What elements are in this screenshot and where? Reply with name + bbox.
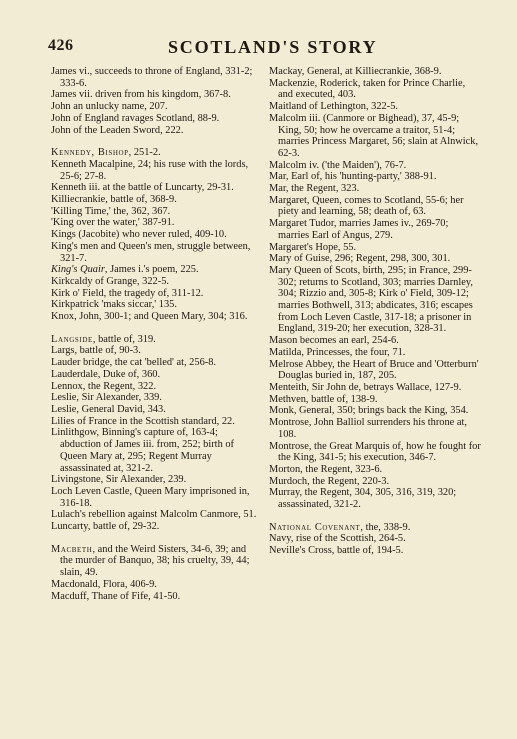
entry-text: Matilda, Princesses, the four, 71. — [269, 346, 406, 358]
index-column-left — [51, 66, 259, 602]
entry-text: John of the Leaden Sword, 222. — [51, 124, 184, 136]
index-entry — [51, 521, 259, 533]
index-entry — [51, 66, 259, 89]
index-entry — [51, 241, 259, 264]
entry-text: Murray, the Regent, 304, 305, 316, 319, 320; assassinated, 321-2. — [269, 487, 457, 511]
entry-text: Mary of Guise, 296; Regent, 298, 300, 301. — [269, 253, 451, 265]
entry-text: Margaret Tudor, marries James iv., 269-70; marries Earl of Angus, 279. — [269, 218, 449, 241]
entry-text: Leslie, General David, 343. — [51, 403, 166, 415]
entry-text: Murdoch, the Regent, 220-3. — [269, 475, 390, 487]
index-entry — [51, 334, 259, 346]
section-gap — [269, 511, 481, 522]
page-number: 426 — [48, 37, 74, 54]
entry-text: Leslie, Sir Alexander, 339. — [51, 392, 162, 404]
index-entry — [269, 405, 481, 417]
index-entry — [51, 288, 259, 300]
index-entry — [51, 404, 259, 416]
index-entry — [51, 357, 259, 369]
index-entry — [51, 486, 259, 509]
index-entry — [51, 345, 259, 357]
entry-text: Loch Leven Castle, Queen Mary imprisoned in, 316-18. — [51, 485, 250, 509]
section-lead-word: Kennedy, Bishop — [51, 147, 129, 159]
entry-text: John of England ravages Scotland, 88-9. — [51, 112, 220, 124]
index-entry — [269, 265, 481, 335]
index-entry — [51, 89, 259, 101]
index-entry — [269, 218, 481, 241]
entry-text: Lennox, the Regent, 322. — [51, 380, 157, 392]
entry-text: Kirkpatrick 'maks siccar,' 135. — [51, 299, 177, 311]
index-entry — [269, 533, 481, 545]
entry-text: Largs, battle of, 90-3. — [51, 345, 141, 357]
index-entry — [269, 522, 481, 534]
index-entry — [269, 171, 481, 183]
index-entry — [51, 416, 259, 428]
index-entry — [51, 264, 259, 276]
index-entry — [269, 476, 481, 488]
entry-text: Menteith, Sir John de, betrays Wallace, 127-9. — [269, 381, 462, 393]
section-gap — [51, 323, 259, 334]
index-entry — [51, 427, 259, 474]
entry-text: 'Killing Time,' the, 362, 367. — [51, 205, 171, 217]
entry-text: Melrose Abbey, the Heart of Bruce and 'Otterburn' Douglas buried in, 187, 205. — [269, 358, 479, 382]
section-lead-word: National Covenant — [269, 521, 361, 533]
entry-text: , James i.'s poem, 225. — [104, 264, 199, 276]
entry-text: Linlithgow, Binning's capture of, 163-4; abduction of James iii. from, 252; birth of Queen Mary at, 295; Regent Murray assassinated at, 321-2. — [51, 427, 235, 474]
entry-text: Montrose, John Balliol surrenders his throne at, 108. — [269, 417, 467, 440]
entry-text: Methven, battle of, 138-9. — [269, 393, 378, 405]
entry-text: Knox, John, 300-1; and Queen Mary, 304; 316. — [51, 311, 248, 323]
index-entry — [269, 382, 481, 394]
index-entry — [269, 183, 481, 195]
index-entry — [269, 359, 481, 382]
entry-text: Monk, General, 350; brings back the King, 354. — [269, 405, 469, 417]
entry-text: Kirk o' Field, the tragedy of, 311-12. — [51, 287, 204, 299]
index-entry — [51, 311, 259, 323]
index-entry — [269, 78, 481, 101]
index-entry — [269, 441, 481, 464]
entry-text: James vi., succeeds to throne of England, 331-2; 333-6. — [51, 66, 253, 89]
index-entry — [269, 487, 481, 510]
entry-text: Mackay, General, at Killiecrankie, 368-9. — [269, 66, 442, 77]
index-entry — [269, 195, 481, 218]
entry-text: Malcolm iv. ('the Maiden'), 76-7. — [269, 159, 407, 171]
entry-text: Mar, the Regent, 323. — [269, 183, 360, 195]
entry-text: Mackenzie, Roderick, taken for Prince Charlie, and executed, 403. — [269, 77, 466, 101]
index-entry — [269, 394, 481, 406]
italic-title: King's Quair — [51, 264, 105, 276]
entry-text: Neville's Cross, battle of, 194-5. — [269, 545, 404, 557]
index-entry — [269, 347, 481, 359]
entry-text: Macduff, Thane of Fife, 41-50. — [51, 590, 181, 602]
section-lead-word: Langside — [51, 333, 93, 345]
index-entry — [269, 242, 481, 254]
index-entry — [269, 545, 481, 557]
entry-text: Kirkcaldy of Grange, 322-5. — [51, 275, 170, 287]
index-entry — [269, 160, 481, 172]
index-entry — [269, 335, 481, 347]
entry-text: 'King over the water,' 387-91. — [51, 217, 175, 229]
index-entry — [51, 182, 259, 194]
index-entry — [51, 147, 259, 159]
index-entry — [51, 217, 259, 229]
entry-text: , battle of, 319. — [92, 333, 156, 345]
entry-text: Kenneth iii. at the battle of Luncarty, 29-31. — [51, 182, 234, 194]
entry-text: Kings (Jacobite) who never ruled, 409-10. — [51, 229, 227, 241]
entry-text: Maitland of Lethington, 322-5. — [269, 101, 398, 113]
entry-text: Morton, the Regent, 323-6. — [269, 463, 383, 475]
index-entry — [269, 417, 481, 440]
entry-text: Mason becomes an earl, 254-6. — [269, 335, 399, 347]
index-entry — [51, 509, 259, 521]
entry-text: Mary Queen of Scots, birth, 295; in France, 299-302; returns to Scotland, 303; marries Darnley, 304; Rizzio and, 305-8; Kirk o' Field, 309-12; marries Bothwell, 313; abdicates, 316; escapes from Loch Leven Castle, 317-18; a prisoner in England, 319-20; her execution, 328-31. — [269, 264, 473, 335]
index-entry — [51, 369, 259, 381]
index-entry — [51, 381, 259, 393]
index-entry — [51, 206, 259, 218]
index-entry — [51, 159, 259, 182]
entry-text: , 251-2. — [128, 147, 161, 159]
section-gap — [51, 533, 259, 544]
entry-text: Lulach's rebellion against Malcolm Canmore, 51. — [51, 509, 257, 521]
index-entry — [51, 579, 259, 591]
index-column-right — [269, 66, 481, 557]
entry-text: Montrose, the Great Marquis of, how he fought for the King, 341-5; his execution, 346-7. — [269, 440, 481, 464]
section-lead-word: Macbeth — [51, 543, 93, 555]
running-title: SCOTLAND'S STORY — [168, 37, 378, 57]
entry-text: Lauder bridge, the cat 'belled' at, 256-8. — [51, 357, 217, 369]
entry-text: King's men and Queen's men, struggle between, 321-7. — [51, 240, 251, 264]
entry-text: Macdonald, Flora, 406-9. — [51, 578, 157, 590]
index-entry — [51, 113, 259, 125]
entry-text: , the, 338-9. — [360, 521, 411, 533]
page-header — [48, 37, 478, 61]
index-entry — [269, 253, 481, 265]
entry-text: , and the Weird Sisters, 34-6, 39; and the murder of Banquo, 38; his cruelty, 39, 44; slain, 49. — [60, 543, 250, 579]
index-entry — [51, 299, 259, 311]
entry-text: Margaret's Hope, 55. — [269, 241, 357, 253]
entry-text: Malcolm iii. (Canmore or Bighead), 37, 45-9; King, 50; how he overcame a traitor, 51-4; marries Princess Margaret, 56; slain at Alnwick, 62-3. — [269, 112, 479, 159]
index-entry — [269, 66, 481, 78]
index-entry — [269, 101, 481, 113]
section-gap — [51, 136, 259, 147]
entry-text: Luncarty, battle of, 29-32. — [51, 521, 160, 533]
entry-text: Lauderdale, Duke of, 360. — [51, 368, 161, 380]
index-entry — [51, 474, 259, 486]
index-entry — [51, 101, 259, 113]
index-entry — [51, 591, 259, 603]
entry-text: Lilies of France in the Scottish standard, 22. — [51, 415, 235, 427]
index-entry — [51, 194, 259, 206]
entry-text: Kenneth Macalpine, 24; his ruse with the lords, 25-6; 27-8. — [51, 158, 249, 182]
entry-text: Navy, rise of the Scottish, 264-5. — [269, 533, 406, 545]
entry-text: John an unlucky name, 207. — [51, 101, 168, 113]
index-entry — [269, 464, 481, 476]
index-entry — [269, 113, 481, 160]
index-entry — [51, 276, 259, 288]
entry-text: Killiecrankie, battle of, 368-9. — [51, 194, 177, 206]
index-entry — [51, 125, 259, 137]
index-entry — [51, 544, 259, 579]
entry-text: Margaret, Queen, comes to Scotland, 55-6; her piety and learning, 58; death of, 63. — [269, 194, 464, 218]
entry-text: Mar, Earl of, his 'hunting-party,' 388-91. — [269, 171, 437, 183]
entry-text: James vii. driven from his kingdom, 367-8. — [51, 89, 231, 101]
index-entry — [51, 229, 259, 241]
entry-text: Livingstone, Sir Alexander, 239. — [51, 474, 187, 486]
index-entry — [51, 392, 259, 404]
